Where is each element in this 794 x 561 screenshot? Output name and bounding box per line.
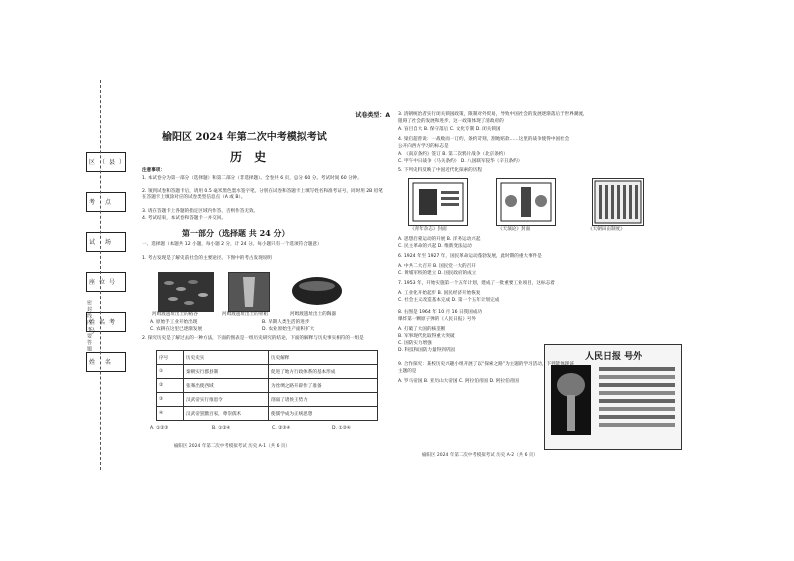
right-line: C. 社会主义改造基本完成 D. 第一个五年计划完成	[398, 298, 500, 303]
binding-label-room: 试 场	[89, 239, 115, 246]
doc-image-2	[496, 178, 556, 226]
bone-tool-image	[228, 272, 270, 312]
footer-left: 榆阳区 2024 年第二次中考模拟考试 历史 A-1（共 6 页）	[174, 444, 290, 449]
doc-image-3	[592, 178, 644, 226]
doc-image-1	[408, 178, 468, 226]
newspaper-head: 人民日报 号外	[585, 352, 643, 362]
q9-line: A. 罗马帝国 B. 亚历山大帝国 C. 阿拉伯帝国 D. 阿拉伯帝国	[398, 379, 519, 384]
q2-option-d: D. ①③④	[332, 426, 351, 431]
table-cell: ③	[157, 393, 184, 407]
right-line: A. 盲目自大 B. 保守落后 C. 文化专制 D. 闭关锁国	[398, 127, 501, 132]
newspaper-image	[544, 344, 682, 450]
table-cell: 为丝绸之路开辟作了准备	[269, 379, 378, 393]
pottery-image	[290, 274, 344, 308]
right-line: 4. 梁启超曾说：一战败而一订约，条约苛刻，割地赔款……这里的战争使得中国社会	[398, 137, 570, 142]
right-line: A. 《南京条约》签订 B. 第二次鸦片战争（北京条约）	[398, 152, 508, 157]
binding-label-seat: 座位号	[89, 279, 120, 286]
q1-caption-3: 河姆渡遗址出土的陶器	[290, 312, 336, 317]
binding-label-name: 姓 名	[89, 359, 115, 366]
footer-right: 榆阳区 2024 年第二次中考模拟考试 历史 A-2（共 6 页）	[422, 453, 538, 458]
right-line: 7. 1953 年，开始实施第一个五年计划，建成了一批重要工业项目，这标志着	[398, 281, 555, 286]
table-cell: ②	[157, 379, 184, 393]
table-header-fact: 历史史实	[184, 351, 269, 365]
right-line: 公开向西方学习的标志是	[398, 144, 449, 149]
table-cell: 促进了地方行政体系的基本形成	[269, 365, 378, 379]
table-cell: ①	[157, 365, 184, 379]
table-cell: 汉武帝罢黜百家，尊崇儒术	[184, 407, 269, 421]
q1-caption-2: 河姆渡遗址出土的骨耜	[222, 312, 268, 317]
doc-caption-2: 《天演论》封面	[498, 227, 531, 232]
q1-option-d: D. 农业原始生产面积扩大	[262, 327, 315, 332]
right-page	[398, 100, 688, 458]
q1-caption-1: 河姆渡遗址出土的稻谷	[152, 312, 198, 317]
q8-line: C. 国防实力增强	[398, 341, 432, 346]
binding-label-district: 区（县）	[89, 159, 130, 166]
binding-label-id: 姓名考号	[89, 319, 120, 335]
part1-title: 第一部分（选择题 共 24 分）	[182, 228, 290, 238]
q1-option-a: A. 原始手工业开始出现	[150, 320, 198, 325]
table-header-no: 序号	[157, 351, 184, 365]
q8-line: D. 科技和国防力量得到巩固	[398, 348, 455, 353]
table-row	[157, 365, 378, 379]
right-line: A. 中共二大召开 B. 国民党一大的召开	[398, 264, 476, 269]
q2-stem: 2. 探究历史是了解过去的一种方法，下面的图表是一组历史研究的结论，下面的解释与历史事实相符的一组是	[142, 336, 364, 341]
right-line: C. 民主革命的兴起 D. 维新变法运动	[398, 244, 472, 249]
binding-strip	[57, 138, 130, 460]
seal-line-note: 密 封 线 内 不 要 答 题	[86, 300, 92, 352]
q1-option-c: C. 农耕在这里已逐渐发展	[150, 327, 203, 332]
table-cell: 削弱了诸侯王势力	[269, 393, 378, 407]
doc-caption-1: 《青年杂志》封面	[410, 227, 447, 232]
exam-type: 试卷类型：A	[355, 112, 390, 119]
rice-grains-image	[158, 272, 214, 312]
notice-1: 1. 本试卷分为第一部分（选择题）和第二部分（非选择题）。全卷共 6 页，总分 60 分。考试时间 60 分钟。	[142, 176, 362, 181]
table-header-row	[157, 351, 378, 365]
table-cell: ④	[157, 407, 184, 421]
table-row	[157, 407, 378, 421]
table-header-explain: 历史解释	[269, 351, 378, 365]
table-row	[157, 379, 378, 393]
q2-option-a: A. ①②③	[150, 426, 169, 431]
notice-title: 注意事项：	[142, 168, 165, 173]
q8-line: 8. 右图是 1964 年 10 月 16 日我国成功	[398, 310, 482, 315]
table-cell: 使儒学成为正统思想	[269, 407, 378, 421]
table-row	[157, 393, 378, 407]
notice-2: 2. 领到试卷和答题卡后，请用 0.5 毫米黑色墨水签字笔，分别在试卷和答题卡上填写姓名和准考证号，同时用 2B 铅笔在答题卡上填涂对应的试卷类型信息点（A 或 B）。	[142, 189, 383, 201]
q1-option-b: B. 早期人类生活的进步	[262, 320, 310, 325]
history-table	[156, 350, 378, 421]
table-cell: 汉武帝实行推恩令	[184, 393, 269, 407]
right-line: C. 甲午中日战争（马关条约） D. 八国联军侵华（辛丑条约）	[398, 159, 523, 164]
right-line: A. 工业化开始起步 B. 国民经济开始恢复	[398, 291, 481, 296]
notice-3: 3. 请在答题卡上各题的指定区域内作答，否则作答无效。	[142, 209, 259, 214]
table-cell: 张骞出使西域	[184, 379, 269, 393]
q9-line: 9. 合作探究：某校历史兴趣小组开展了以“探索之路”为主题的学习活动，下列能体现该	[398, 362, 574, 367]
right-line: C. 黄埔军校的建立 D. 国民政府的成立	[398, 271, 477, 276]
doc-caption-3: 《天朝田亩制度》	[588, 227, 625, 232]
q1-stem: 1. 考古发现是了解史前社会的主要途径。下图中的考古发现说明	[142, 256, 272, 261]
left-page	[122, 100, 392, 455]
q9-line: 主题的是	[398, 369, 417, 374]
right-line: 阻碍了社会的发展和进步，这一政策体现了清政府的	[398, 119, 504, 124]
q8-line: 爆炸第一颗原子弹的《人民日报》号外	[398, 317, 477, 322]
exam-title: 榆阳区 2024 年第二次中考模拟考试	[162, 132, 327, 143]
seal-line	[100, 80, 101, 470]
q2-option-c: C. ②③④	[272, 426, 291, 431]
right-line: 5. 下列史料反映了中国近代化探索的历程	[398, 168, 482, 173]
q2-option-b: B. ①②④	[212, 426, 231, 431]
notice-4: 4. 考试结束，本试卷和答题卡一并交回。	[142, 216, 226, 221]
right-line: 3. 清朝统治者实行闭关锁国政策，限制对外贸易，导致中国社会的发展逐渐落后于世界潮流，	[398, 112, 588, 117]
binding-label-site: 考 点	[89, 199, 115, 206]
subject-title: 历 史	[230, 150, 271, 164]
part1-instructions: 一、选择题（本题共 12 小题，每小题 2 分，计 24 分。每小题只有一个选项符合题意）	[142, 242, 322, 247]
right-line: 6. 1924 年至 1927 年，国民革命运动蓬勃发展，此时期的重大事件是	[398, 254, 542, 259]
q8-line: A. 打破了大国的核垄断	[398, 327, 446, 332]
q8-line: B. 军事现代化取得重大突破	[398, 334, 455, 339]
right-line: A. 思想启蒙运动的开展 B. 洋务运动兴起	[398, 237, 481, 242]
table-cell: 秦朝实行郡县制	[184, 365, 269, 379]
